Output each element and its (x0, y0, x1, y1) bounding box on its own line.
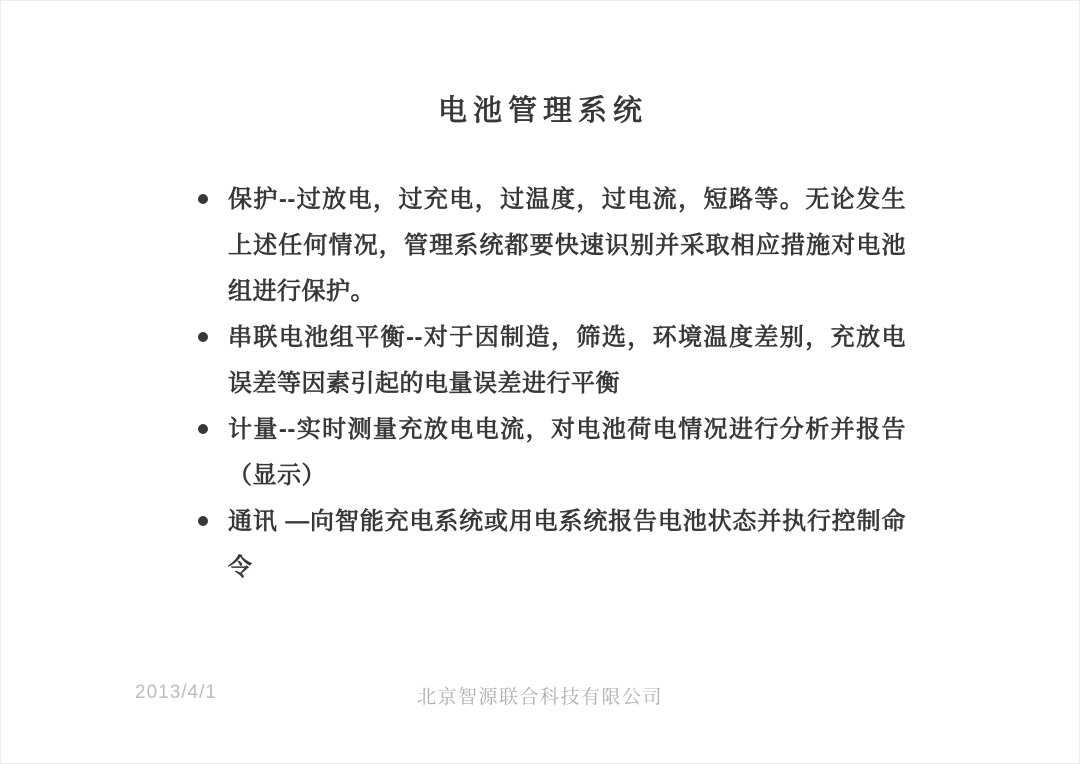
bullet-dot-icon (198, 424, 208, 434)
footer-date: 2013/4/1 (135, 682, 217, 703)
slide-title: 电池管理系统 (437, 95, 648, 127)
bullet-dot-icon (198, 332, 208, 342)
bullet-text: 通讯 —向智能充电系统或用电系统报告电池状态并执行控制命令 (228, 508, 906, 581)
bullet-text: 计量--实时测量充放电电流，对电池荷电情况进行分析并报告（显示） (228, 416, 906, 489)
bullet-text: 保护--过放电，过充电，过温度，过电流，短路等。无论发生上述任何情况，管理系统都要快速识别并采取相应措施对电池组进行保护。 (228, 186, 906, 305)
bullet-list (196, 177, 906, 591)
bullet-dot-icon (198, 516, 208, 526)
bullet-item-communication (196, 499, 906, 591)
bullet-dot-icon (198, 194, 208, 204)
footer-company-name: 北京智源联合科技有限公司 (416, 687, 663, 708)
bullet-item-protection (196, 177, 906, 315)
bullet-item-balancing (196, 315, 906, 407)
bullet-item-metering (196, 407, 906, 499)
bullet-text: 串联电池组平衡--对于因制造，筛选，环境温度差别，充放电误差等因素引起的电量误差进行平衡 (228, 324, 906, 397)
